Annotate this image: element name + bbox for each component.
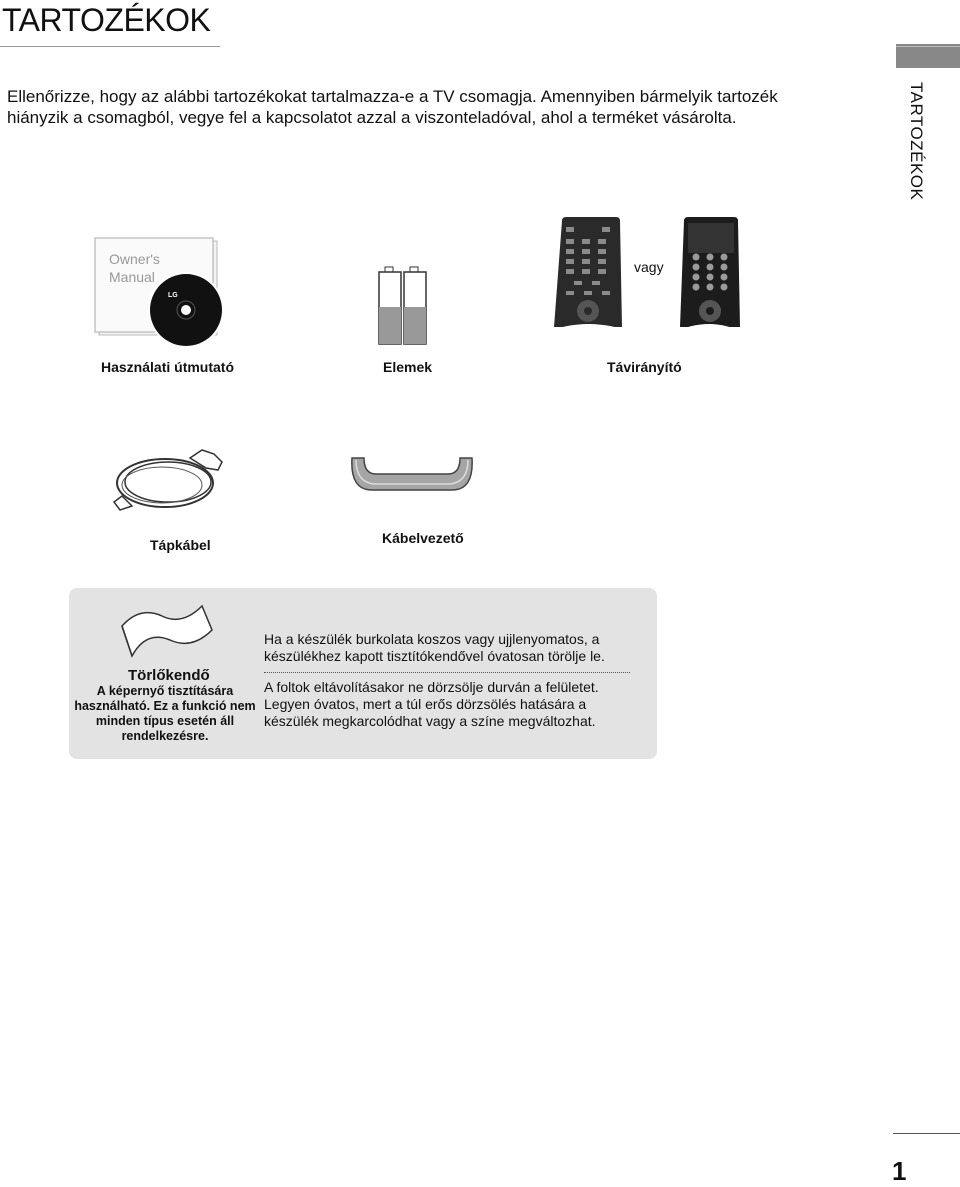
cable-holder-icon — [348, 452, 476, 496]
page-title: TARTOZÉKOK — [2, 2, 211, 38]
side-tab-bar — [896, 44, 960, 68]
cable-holder-label: Kábelvezető — [382, 530, 464, 546]
battery-icon — [376, 265, 436, 347]
cleaning-cloth-note: A képernyő tisztítására használható. Ez a funkció nem minden típus esetén áll rendelkezésre. — [74, 684, 256, 743]
manual-label: Használati útmutató — [101, 359, 235, 375]
manual-cover-text: Owner's Manual — [109, 251, 160, 285]
remote-or-text: vagy — [634, 259, 664, 275]
remote-label: Távirányító — [607, 359, 682, 375]
cleaning-cloth-title: Törlőkendő — [128, 667, 210, 684]
power-cable-icon — [110, 440, 230, 520]
cleaning-instruction-2: A foltok eltávolításakor ne dörzsölje durván a felületet. Legyen óvatos, mert a túl erős dörzsölés hatására a készülék megkarcolódhat vagy a színe megváltozhat. — [264, 679, 599, 729]
power-cable-label: Tápkábel — [150, 537, 211, 553]
footer-rule — [893, 1133, 960, 1134]
cleaning-instruction-1: Ha a készülék burkolata koszos vagy ujjlenyomatos, a készülékhez kapott tisztítókendővel óvatosan törölje le. — [264, 631, 605, 664]
page-number: 1 — [892, 1156, 907, 1186]
note-divider — [264, 672, 630, 673]
intro-text: Ellenőrizze, hogy az alábbi tartozékokat tartalmazza-e a TV csomagja. Amennyiben bármelyik tartozék hiányzik a csomagból, vegye fel a kapcsolatot azzal a viszonteladóval, ahol a terméket vásárolta. — [7, 87, 778, 127]
cd-logo: LG — [168, 292, 178, 299]
side-tab-label: TARTOZÉKOK — [907, 82, 926, 201]
title-divider — [0, 46, 220, 47]
cleaning-cloth-icon — [118, 604, 214, 662]
batteries-label: Elemek — [383, 359, 433, 375]
